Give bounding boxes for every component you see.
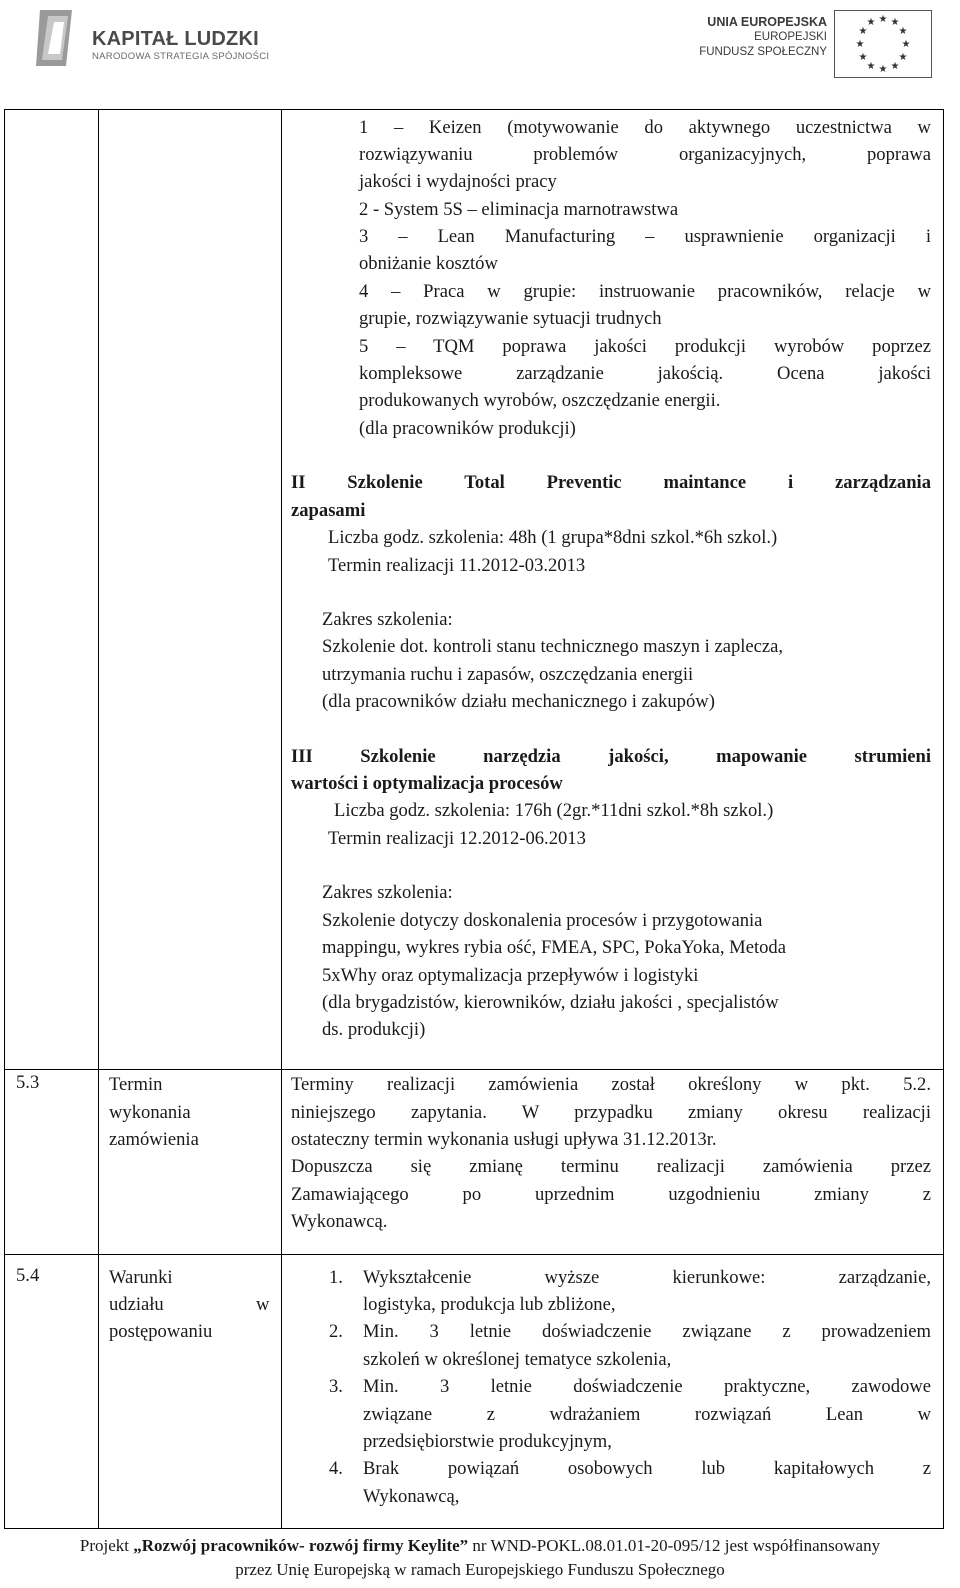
row-5-3-text: Wykonawcą. bbox=[291, 1211, 388, 1232]
condition-number: 3. bbox=[329, 1376, 343, 1397]
row-5-3-number: 5.3 bbox=[16, 1072, 40, 1093]
row-5-3-text: ostateczny termin wykonania usługi upływa 31.12.2013r. bbox=[291, 1129, 717, 1150]
page-header bbox=[0, 0, 960, 100]
svg-text:★: ★ bbox=[866, 17, 876, 28]
course-line: rozwiązywaniu problemów organizacyjnych, poprawa bbox=[359, 144, 931, 165]
course-line: kompleksowe zarządzanie jakością. Ocena jakości bbox=[359, 363, 931, 384]
condition-text: przedsiębiorstwie produkcyjnym, bbox=[363, 1431, 612, 1452]
condition-number: 2. bbox=[329, 1321, 343, 1342]
kapital-ludzki-title: KAPITAŁ LUDZKI bbox=[92, 28, 259, 50]
row-5-4-label: postępowaniu bbox=[109, 1321, 213, 1342]
training-2-scope-label: Zakres szkolenia: bbox=[322, 609, 453, 630]
svg-text:★: ★ bbox=[890, 61, 900, 72]
table-border-right bbox=[943, 109, 944, 1529]
training-3-hours: Liczba godz. szkolenia: 176h (2gr.*11dni szkol.*8h szkol.) bbox=[334, 800, 774, 821]
footer-line-1 bbox=[0, 1536, 960, 1556]
row-5-3-text: Dopuszcza się zmianę terminu realizacji zamówienia przez bbox=[291, 1156, 931, 1177]
training-3-scope: Szkolenie dotyczy doskonalenia procesów i przygotowania bbox=[322, 910, 763, 931]
eu-logo-line3: FUNDUSZ SPOŁECZNY bbox=[699, 46, 827, 58]
table-divider-row2 bbox=[4, 1254, 944, 1255]
course-line: produkowanych wyrobów, oszczędzanie energii. bbox=[359, 390, 721, 411]
condition-text: Wykonawcą, bbox=[363, 1486, 460, 1507]
table-border-bottom bbox=[4, 1528, 944, 1529]
svg-text:★: ★ bbox=[898, 52, 908, 63]
row-5-3-text: niniejszego zapytania. W przypadku zmiany okresu realizacji bbox=[291, 1102, 931, 1123]
training-2-scope: Szkolenie dot. kontroli stanu technicznego maszyn i zaplecza, bbox=[322, 636, 784, 657]
condition-number: 4. bbox=[329, 1458, 343, 1479]
table-divider-row1 bbox=[4, 1069, 944, 1070]
row-5-4-label: w bbox=[256, 1294, 270, 1315]
table-border-left bbox=[4, 109, 5, 1529]
table-border-top bbox=[4, 109, 944, 110]
svg-text:★: ★ bbox=[878, 14, 888, 25]
condition-text: Min. 3 letnie doświadczenie praktyczne, zawodowe bbox=[363, 1376, 931, 1397]
row-5-4-number: 5.4 bbox=[16, 1265, 40, 1286]
condition-text: logistyka, produkcja lub zbliżone, bbox=[363, 1294, 616, 1315]
condition-number: 1. bbox=[329, 1267, 343, 1288]
condition-text: Brak powiązań osobowych lub kapitałowych z bbox=[363, 1458, 931, 1479]
condition-text: szkoleń w określonej tematyce szkolenia, bbox=[363, 1349, 672, 1370]
training-2-scope: utrzymania ruchu i zapasów, oszczędzania energii bbox=[322, 664, 694, 685]
training-2-term: Termin realizacji 11.2012-03.2013 bbox=[328, 555, 586, 576]
condition-text: związane z wdrażaniem rozwiązań Lean w bbox=[363, 1404, 931, 1425]
svg-text:★: ★ bbox=[858, 52, 868, 63]
svg-text:★: ★ bbox=[898, 26, 908, 37]
kapital-ludzki-subtitle: NARODOWA STRATEGIA SPÓJNOŚCI bbox=[92, 51, 270, 62]
row-5-4-label: udziału bbox=[109, 1294, 164, 1315]
row-5-3-text: Zamawiającego po uprzednim uzgodnieniu zmiany z bbox=[291, 1184, 931, 1205]
eu-logo-text bbox=[699, 14, 827, 60]
training-3-title-cont: wartości i optymalizacja procesów bbox=[291, 773, 563, 794]
svg-text:★: ★ bbox=[901, 39, 911, 50]
eu-flag-icon bbox=[834, 10, 932, 78]
course-line: grupie, rozwiązywanie sytuacji trudnych bbox=[359, 308, 662, 329]
course-line: 3 – Lean Manufacturing – usprawnienie organizacji i bbox=[359, 226, 931, 247]
training-3-scope-label: Zakres szkolenia: bbox=[322, 882, 453, 903]
training-3-title: III Szkolenie narzędzia jakości, mapowanie strumieni bbox=[291, 746, 931, 767]
training-3-term: Termin realizacji 12.2012-06.2013 bbox=[328, 828, 586, 849]
table-divider-col1 bbox=[98, 109, 99, 1529]
eu-logo-line2: EUROPEJSKI bbox=[754, 31, 827, 43]
training-2-scope: (dla pracowników działu mechanicznego i zakupów) bbox=[322, 691, 715, 712]
course-line: 1 – Keizen (motywowanie do aktywnego uczestnictwa w bbox=[359, 117, 931, 138]
training-2-title: II Szkolenie Total Preventic maintance i zarządzania bbox=[291, 472, 931, 493]
footer-suffix: nr WND-POKL.08.01.01-20-095/12 jest współfinansowany bbox=[468, 1536, 881, 1555]
training-2-title-cont: zapasami bbox=[291, 500, 366, 521]
footer-prefix: Projekt bbox=[79, 1536, 134, 1555]
eu-logo-line1: UNIA EUROPEJSKA bbox=[707, 15, 827, 29]
table-divider-col2 bbox=[281, 109, 282, 1529]
training-3-scope: (dla brygadzistów, kierowników, działu jakości , specjalistów bbox=[322, 992, 779, 1013]
course-line: 4 – Praca w grupie: instruowanie pracowników, relacje w bbox=[359, 281, 931, 302]
condition-text: Wykształcenie wyższe kierunkowe: zarządzanie, bbox=[363, 1267, 931, 1288]
course-line: 5 – TQM poprawa jakości produkcji wyrobów poprzez bbox=[359, 336, 931, 357]
footer-line-2: przez Unię Europejską w ramach Europejskiego Funduszu Społecznego bbox=[235, 1560, 725, 1579]
footer-project-name: „Rozwój pracowników- rozwój firmy Keylite” bbox=[133, 1536, 469, 1555]
condition-text: Min. 3 letnie doświadczenie związane z prowadzeniem bbox=[363, 1321, 931, 1342]
row-5-3-label: wykonania bbox=[109, 1102, 191, 1123]
svg-text:★: ★ bbox=[855, 39, 865, 50]
svg-text:★: ★ bbox=[858, 26, 868, 37]
row-5-3-text: Terminy realizacji zamówienia został określony w pkt. 5.2. bbox=[291, 1074, 931, 1095]
training-3-scope: ds. produkcji) bbox=[322, 1019, 426, 1040]
course-line: jakości i wydajności pracy bbox=[359, 171, 557, 192]
row-5-3-label: Termin bbox=[109, 1074, 163, 1095]
course-line: obniżanie kosztów bbox=[359, 253, 498, 274]
row-5-4-label: Warunki bbox=[109, 1267, 173, 1288]
course-line: (dla pracowników produkcji) bbox=[359, 418, 576, 439]
training-3-scope: 5xWhy oraz optymalizacja przepływów i logistyki bbox=[322, 965, 699, 986]
training-3-scope: mappingu, wykres rybia ość, FMEA, SPC, PokaYoka, Metoda bbox=[322, 937, 786, 958]
svg-text:★: ★ bbox=[866, 61, 876, 72]
row-5-3-label: zamówienia bbox=[109, 1129, 199, 1150]
kapital-ludzki-logo-icon bbox=[28, 6, 92, 70]
svg-text:★: ★ bbox=[878, 64, 888, 75]
course-line: 2 - System 5S – eliminacja marnotrawstwa bbox=[359, 199, 679, 220]
training-2-hours: Liczba godz. szkolenia: 48h (1 grupa*8dni szkol.*6h szkol.) bbox=[328, 527, 778, 548]
svg-text:★: ★ bbox=[890, 17, 900, 28]
